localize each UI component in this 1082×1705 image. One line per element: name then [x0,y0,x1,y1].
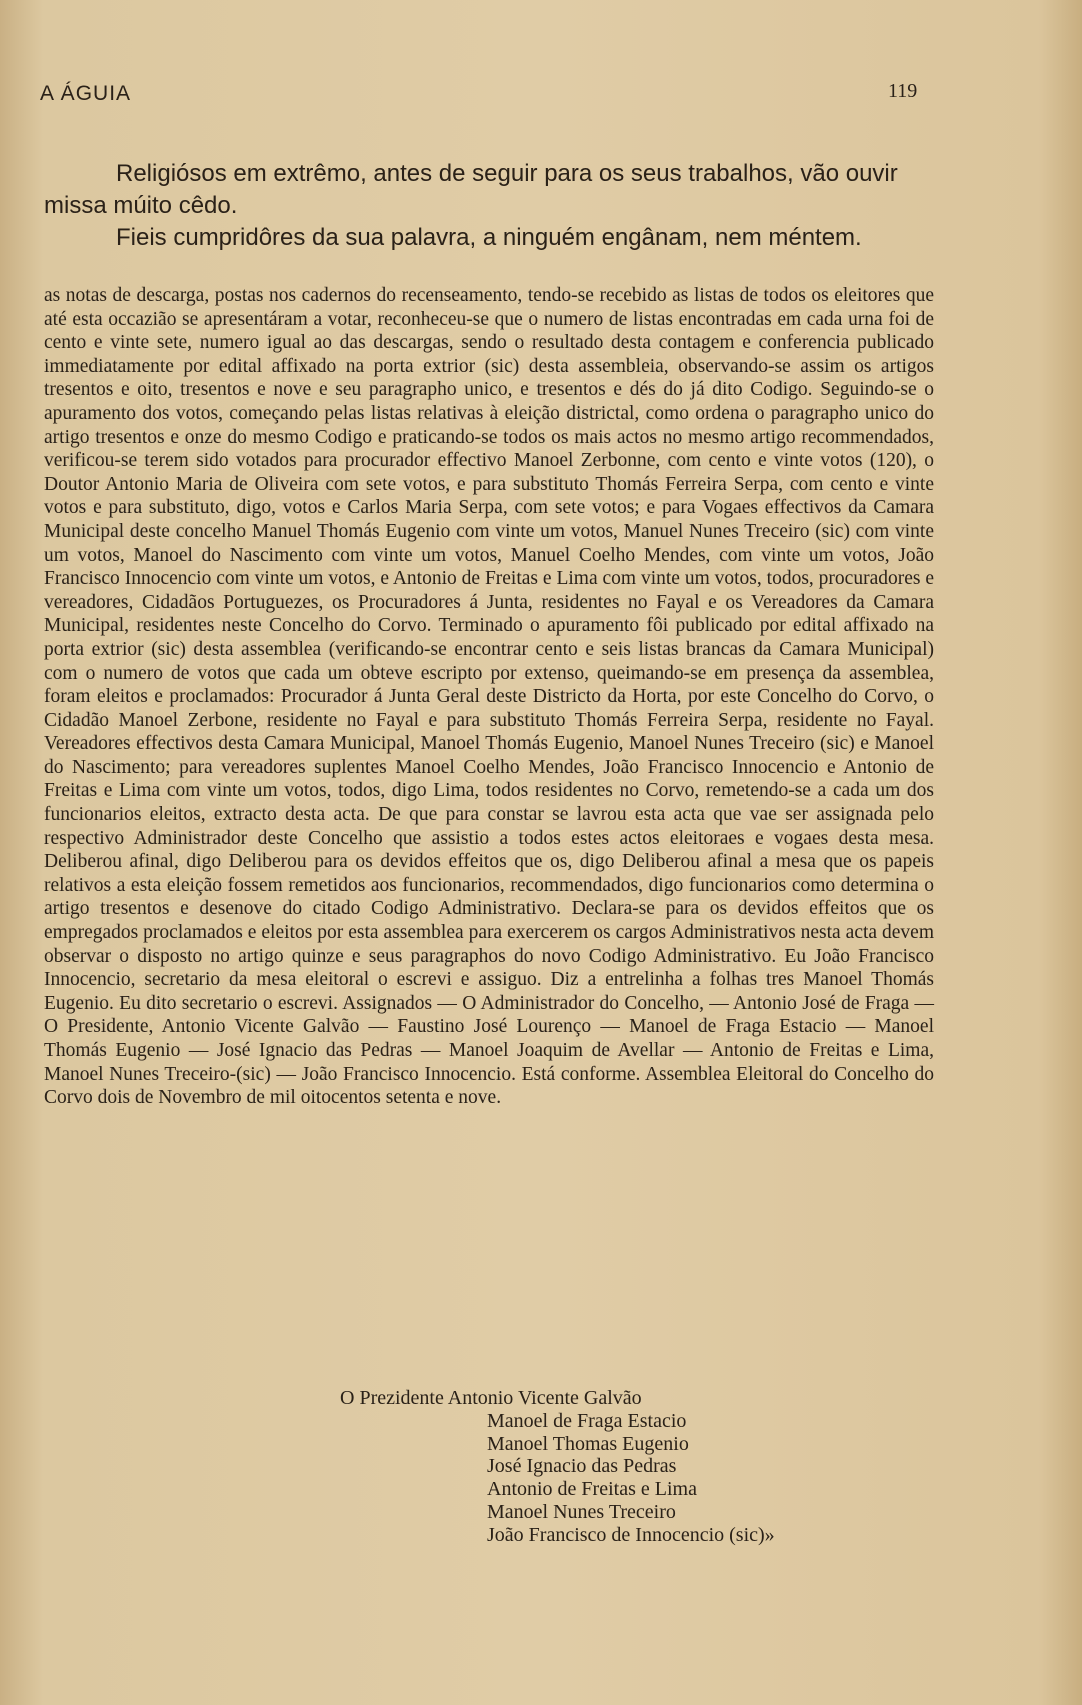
intro-section [44,158,924,254]
running-head: A ÁGUIA [40,82,132,105]
page-number: 119 [888,80,918,102]
signature-block [340,1387,775,1547]
intro-paragraph-1: Religiósos em extrêmo, antes de seguir para os seus trabalhos, vão ouvir missa múito cêdo. [44,160,898,219]
signature-line: Antonio de Freitas e Lima [487,1478,697,1501]
signature-line: José Ignacio das Pedras [487,1455,677,1478]
signature-line: João Francisco de Innocencio (sic)» [487,1523,775,1546]
signature-line: Manoel de Fraga Estacio [487,1409,687,1432]
signature-line: Manoel Nunes Treceiro [487,1500,676,1523]
signature-line: Manoel Thomas Eugenio [487,1432,689,1455]
document-body: as notas de descarga, postas nos cadernos do recenseamento, tendo-se recebido as listas de todos os eleitores que até esta occazião se apresentáram a votar, reconheceu-se que o numero de listas encontradas em cada urna foi de cento e vinte sete, numero igual ao das descargas, sendo o resultado desta contagem e conferencia publicado immediatamente por edital affixado na porta extrior (sic) desta assembleia, observando-se assim os artigos tresentos e oito, tresentos e nove e seu paragrapho unico, e tresentos e dés do já dito Codigo. Seguindo-se o apuramento dos votos, começando pelas listas relativas à eleição districtal, como ordena o paragrapho unico do artigo tresentos e onze do mesmo Codigo e praticando-se todos os mais actos no mesmo artigo recommendados, verificou-se terem sido votados para procurador effectivo Manoel Zerbonne, com cento e vinte votos (120), o Doutor Antonio Maria de Oliveira com sete votos, e para substituto Thomás Ferreira Serpa, com cento e vinte votos e para substituto, digo, votos e Carlos Maria Serpa, com sete votos; e para Vogaes effectivos da Camara Municipal deste concelho Manuel Thomás Eugenio com vinte um votos, Manuel Nunes Treceiro (sic) com vinte um votos, Manoel do Nascimento com vinte um votos, Manuel Coelho Mendes, com vinte um votos, João Francisco Innocencio com vinte um votos, e Antonio de Freitas e Lima com vinte um votos, todos, procuradores e vereadores, Cidadãos Portuguezes, os Procuradores á Junta, residentes no Fayal e os Vereadores da Camara Municipal, residentes neste Concelho do Corvo. Terminado o apuramento fôi publicado por edital affixado na porta extrior (sic) desta assemblea (verificando-se encontrar cento e seis listas brancas da Camara Municipal) com o numero de votos que cada um obteve escripto por extenso, queimando-se em presença da assemblea, foram eleitos e proclamados: Procurador á Junta Geral deste Districto da Horta, por este Concelho do Corvo, o Cidadão Manoel Zerbone, residente no Fayal e para substituto Thomás Ferreira Serpa, residente no Fayal. Vereadores effectivos desta Camara Municipal, Manoel Thomás Eugenio, Manoel Nunes Treceiro (sic) e Manoel do Nascimento; para vereadores suplentes Manoel Coelho Mendes, João Francisco Innocencio e Antonio de Freitas e Lima com vinte um votos, todos, digo Lima, todos residentes no Corvo, remetendo-se a cada um dos funcionarios eleitos, extracto desta acta. De que para constar se lavrou esta acta que vae ser assignada pelo respectivo Administrador deste Concelho que assistio a todos estes actos eleitoraes e vogaes desta mesa. Deliberou afinal, digo Deliberou para os devidos effeitos que os, digo Deliberou afinal a mesa que os papeis relativos a esta eleição fossem remetidos aos funcionarios, recommendados, digo funcionarios como determina o artigo tresentos e desenove do citado Codigo Administrativo. Declara-se para os devidos effeitos que os empregados proclamados e eleitos por esta assemblea para exercerem os cargos Administrativos nesta acta devem observar o disposto no artigo quinze e seus paragraphos do novo Codigo Administrativo. Eu João Francisco Innocencio, secretario da mesa eleitoral o escrevi e assiguo. Diz a entrelinha a folhas tres Manoel Thomás Eugenio. Eu dito secretario o escrevi. Assignados — O Administrador do Concelho, — Antonio José de Fraga — O Presidente, Antonio Vicente Galvão — Faustino José Lourenço — Manoel de Fraga Estacio — Manoel Thomás Eugenio — José Ignacio das Pedras — Manoel Joaquim de Avellar — Antonio de Freitas e Lima, Manoel Nunes Treceiro-(sic) — João Francisco Innocencio. Está conforme. Assemblea Eleitoral do Concelho do Corvo dois de Novembro de mil oitocentos setenta e nove. [44,285,934,1109]
intro-paragraph-2: Fieis cumpridôres da sua palavra, a ninguém engânam, nem méntem. [116,224,862,251]
signature-line: O Prezidente Antonio Vicente Galvão [340,1387,642,1409]
